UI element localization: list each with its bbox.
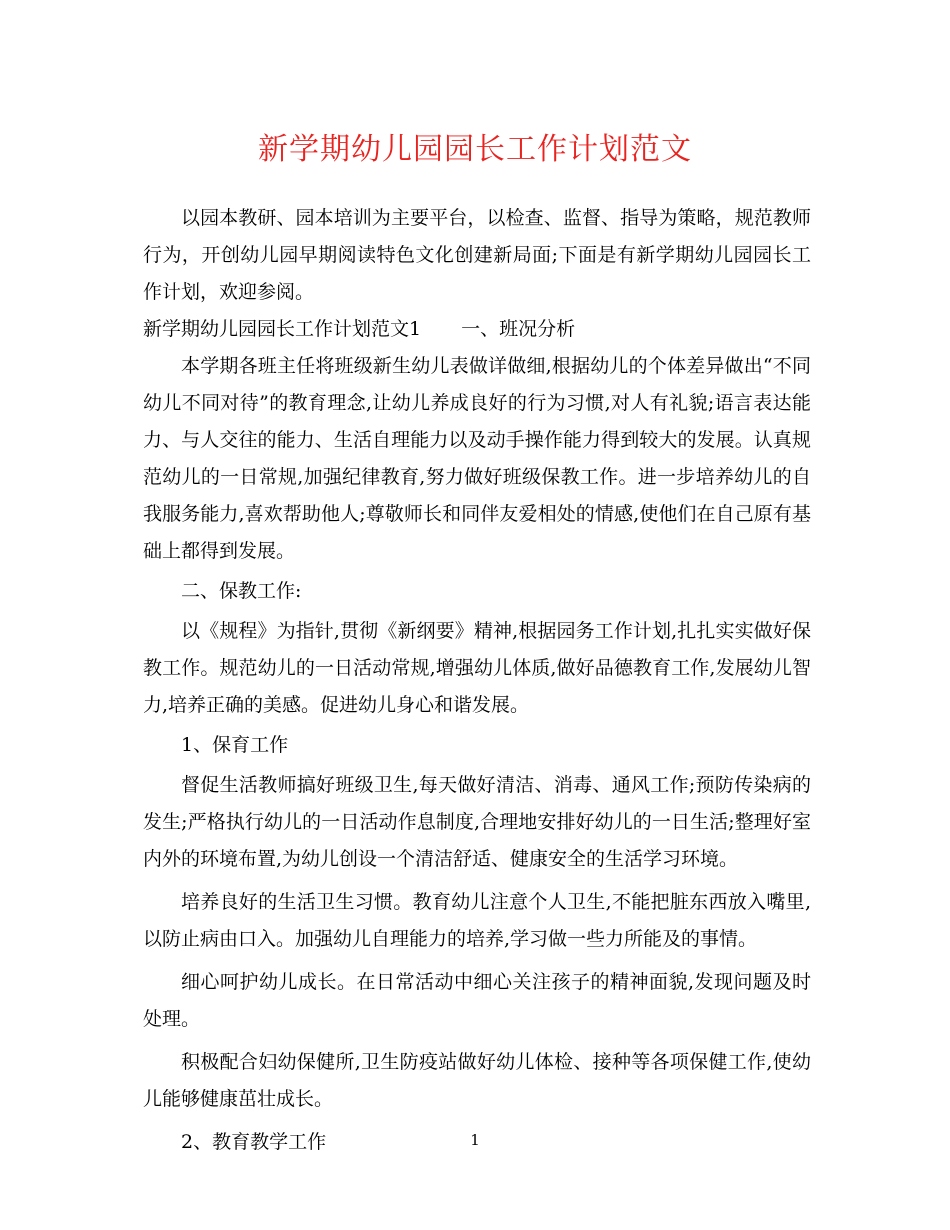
nursing-paragraph-2: 培养良好的生活卫生习惯。教育幼儿注意个人卫生,不能把脏东西放入嘴里,以防止病由口入。加强幼儿自理能力的培养,学习做一些力所能及的事情。: [143, 891, 811, 950]
section-heading-line: [143, 311, 811, 348]
page-number: 1: [470, 1131, 480, 1149]
document-title: 新学期幼儿园园长工作计划范文: [258, 132, 692, 167]
nursing-paragraph-4: 积极配合妇幼保健所,卫生防疫站做好幼儿体检、接种等各项保健工作,使幼儿能够健康茁壮成长。: [143, 1051, 811, 1110]
care-education-heading: 二、保教工作:: [181, 580, 302, 602]
nursing-work-heading: 1、保育工作: [181, 734, 289, 756]
nursing-paragraph-1: 督促生活教师搞好班级卫生,每天做好清洁、消毒、通风工作;预防传染病的发生;严格执行幼儿的一日活动作息制度,合理地安排好幼儿的一日生活;整理好室内外的环境布置,为幼儿创设一个清洁舒适、健康安全的生活学习环境。: [143, 774, 811, 870]
class-analysis-heading: 一、班况分析: [461, 318, 576, 340]
care-education-paragraph: 以《规程》为指针,贯彻《新纲要》精神,根据园务工作计划,扎扎实实做好保教工作。规范幼儿的一日活动常规,增强幼儿体质,做好品德教育工作,发展幼儿智力,培养正确的美感。促进幼儿身心和谐发展。: [143, 620, 811, 716]
plan-heading: 新学期幼儿园园长工作计划范文1: [143, 318, 422, 340]
document-body: [143, 200, 811, 1161]
class-analysis-paragraph: 本学期各班主任将班级新生幼儿表做详做细,根据幼儿的个体差异做出“不同幼儿不同对待”的教育理念,让幼儿养成良好的行为习惯,对人有礼貌;语言表达能力、与人交往的能力、生活自理能力以及动手操作能力得到较大的发展。认真规范幼儿的一日常规,加强纪律教育,努力做好班级保教工作。进一步培养幼儿的自我服务能力,喜欢帮助他人;尊敬师长和同伴友爱相处的情感,使他们在自己原有基础上都得到发展。: [143, 355, 811, 562]
nursing-paragraph-3: 细心呵护幼儿成长。在日常活动中细心关注孩子的精神面貌,发现问题及时处理。: [143, 971, 811, 1030]
teaching-work-heading: 2、教育教学工作: [181, 1131, 327, 1153]
intro-paragraph: 以园本教研、园本培训为主要平台，以检查、监督、指导为策略，规范教师行为，开创幼儿园早期阅读特色文化创建新局面;下面是有新学期幼儿园园长工作计划，欢迎参阅。: [143, 207, 811, 303]
